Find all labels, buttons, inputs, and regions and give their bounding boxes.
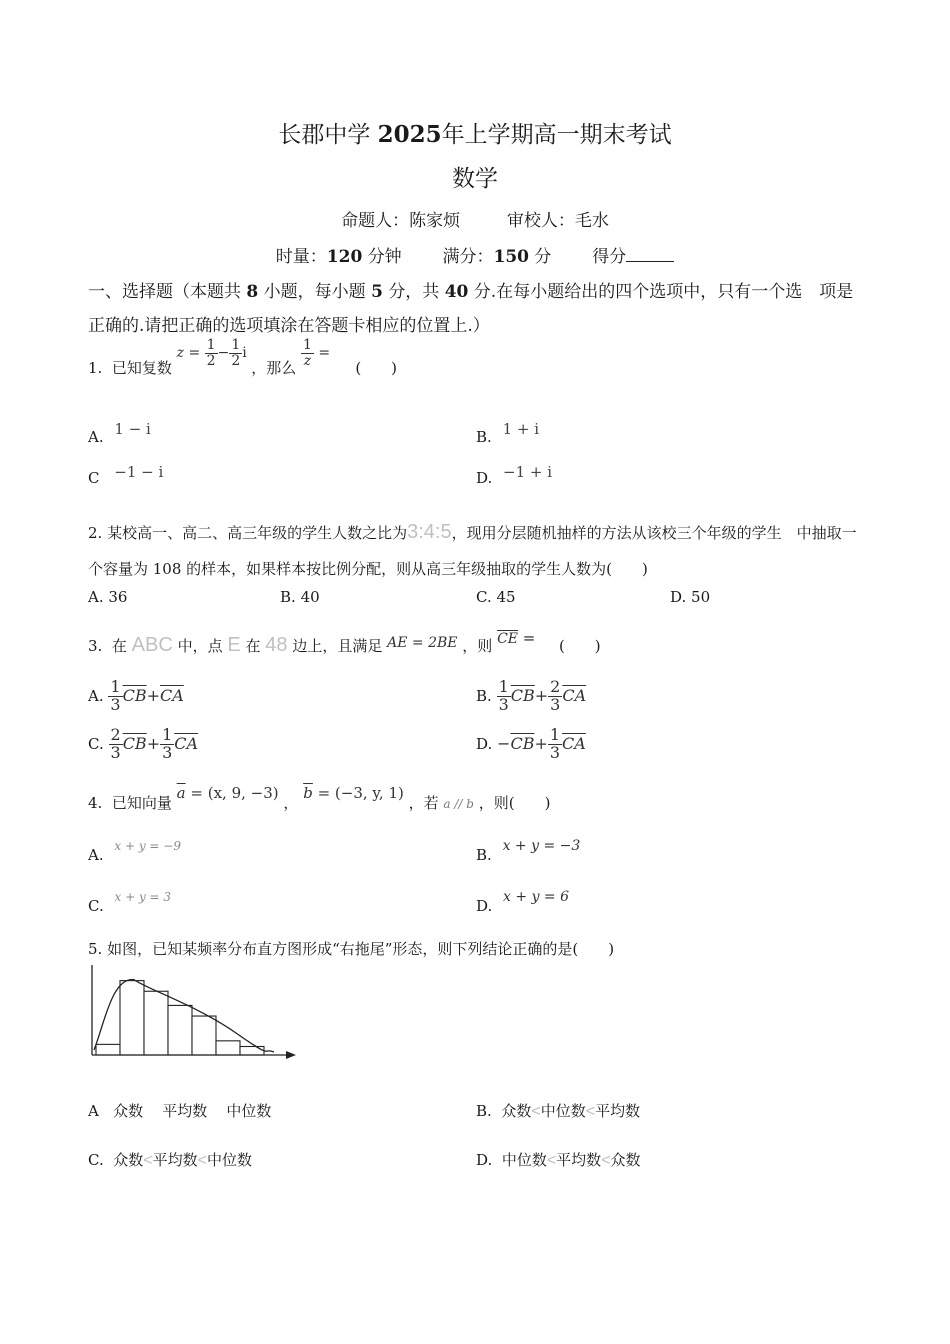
q4-vector-b: $\overline{b} = (-3$, y, 1) [303, 784, 404, 802]
q4-option-a[interactable]: A. $^{x + y = -9}$ [88, 839, 181, 864]
histogram-chart [86, 962, 301, 1062]
histogram-bar [240, 1047, 264, 1056]
histogram-bars [96, 981, 264, 1055]
staff-line [0, 206, 950, 231]
q4-vector-a: $\overline{a} = (x$, 9, −3) [176, 784, 279, 802]
q3-triangle: ABC [131, 634, 173, 656]
section-heading: 一、选择题（本题共 8 小题，每小题 5 分，共 40 分.在每小题给出的四个选项中，只有一个选 项是正确的.请把正确的选项填涂在答题卡相应的位置上.） [88, 282, 854, 336]
q3-option-b[interactable]: B. $\frac{1}{3}$ $\overline{CB}+$ $\frac{2}{3}$ $\overline{CA}$ [476, 677, 587, 714]
score-label: 满分： [442, 247, 494, 267]
q3-point-e: E [227, 634, 241, 656]
page-title [0, 116, 950, 149]
meta-line [0, 242, 950, 267]
q5-option-b[interactable]: B. 众数<中位数<平均数 [476, 1102, 641, 1120]
exam-year: 2025 [377, 121, 442, 148]
q5-option-a[interactable]: A 众数 平均数 中位数 [88, 1102, 272, 1120]
x-axis-arrow-icon [286, 1051, 296, 1059]
q3-vector-ce: $\overline{CE}$ [497, 631, 519, 647]
q5-option-c[interactable]: C. 众数<平均数<中位数 [88, 1151, 252, 1169]
time-unit: 分钟 [367, 247, 402, 267]
got-label: 得分 [592, 247, 627, 267]
q2-option-d[interactable]: D. 50 [670, 588, 711, 606]
time-value: 120 [326, 247, 363, 267]
exam-name: 年上学期高一期末考试 [441, 122, 672, 148]
q2-option-a[interactable]: A. 36 [88, 588, 128, 606]
histogram-bar [144, 991, 168, 1055]
question-4: 4. 已知向量 $\overline{a} = (x$, 9, −3) ， $\overline{b} = (-3$, y, 1) ，若 a // b ，则( ) [88, 784, 551, 812]
question-5: 5. 如图，已知某频率分布直方图形成“右拖尾”形态，则下列结论正确的是( ) [88, 940, 615, 958]
score-value: 150 [493, 247, 529, 267]
score-blank[interactable] [626, 245, 674, 262]
subject-title: 数学 [452, 166, 498, 192]
q2-option-c[interactable]: C. 45 [476, 588, 516, 606]
q4-parallel: a // b [443, 797, 474, 811]
histogram-bar [216, 1041, 240, 1055]
question-1: 1. 已知复数 z = $\frac{1}{2}$ − $\frac{1}{2}$ i ，那么 $\frac{1}{z}$ = ( ) [88, 336, 398, 377]
time-label: 时量： [275, 247, 327, 267]
q1-option-a[interactable]: A. 1 − i [88, 420, 151, 446]
q3-option-a[interactable]: A. $\frac{1}{3}$ $\overline{CB}+\overline{CA}$ [88, 677, 184, 714]
question-2: 2. 某校高一、高二、高三年级的学生人数之比为3:4:5，现用分层随机抽样的方法从该校三个年级的学生 中抽取一个容量为 108 的样本，如果样本按比例分配，则从高三年级抽取的学生人数为( ) [88, 521, 857, 578]
q3-option-d[interactable]: D. $-\overline{CB}+$ $\frac{1}{3}$ $\overline{CA}$ [476, 725, 586, 762]
histogram-bar [120, 981, 144, 1055]
q4-option-b[interactable]: B. x + y = −3 [476, 838, 581, 864]
q1-reciprocal: $\frac{1}{z}$ = [302, 336, 331, 369]
checker-label: 审校人：毛水 [506, 211, 609, 231]
q2-ratio: 3:4:5 [407, 521, 452, 543]
histogram-bar [96, 1044, 120, 1055]
q3-side: 48 [265, 634, 288, 656]
question-3: 3. 在 ABC 中，点 E 在 48 边上，且满足 AE = 2BE ，则 $\overline{CE}$ = ( ) [88, 629, 601, 656]
q1-z-expression: z = $\frac{1}{2}$ − $\frac{1}{2}$ i [176, 336, 247, 369]
q1-option-b[interactable]: B. 1 + i [476, 420, 540, 446]
q3-option-c[interactable]: C. $\frac{2}{3}$ $\overline{CB}+$ $\frac{1}{3}$ $\overline{CA}$ [88, 725, 199, 762]
q4-option-d[interactable]: D. x + y = 6 [476, 889, 570, 915]
setter-label: 命题人：陈家烦 [341, 211, 461, 231]
school-name: 长郡中学 [278, 122, 371, 148]
histogram-bar [168, 1005, 192, 1055]
q3-condition: AE = 2BE [387, 635, 458, 651]
histogram-bar [192, 1016, 216, 1055]
q5-option-d[interactable]: D. 中位数<平均数<众数 [476, 1151, 641, 1169]
q2-option-b[interactable]: B. 40 [280, 588, 320, 606]
q1-option-c[interactable]: C −1 − i [88, 463, 164, 487]
q1-option-d[interactable]: D. −1 + i [476, 463, 553, 487]
score-unit: 分 [534, 247, 552, 267]
q4-option-c[interactable]: C. $^{x + y = 3}$ [88, 890, 172, 915]
